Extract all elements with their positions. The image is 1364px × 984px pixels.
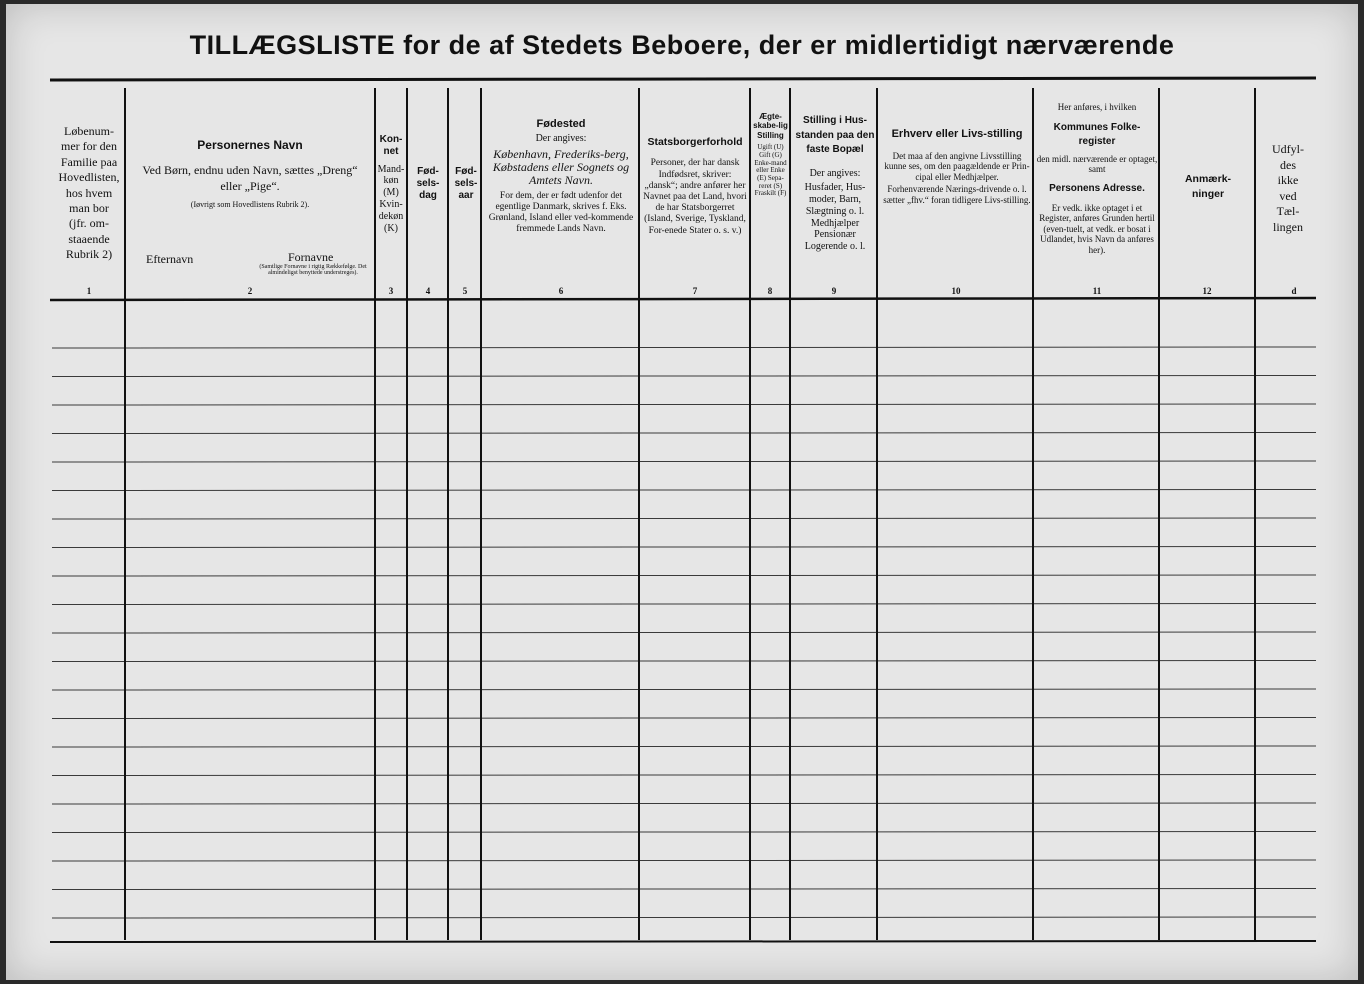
- col1-line: hos hvem: [65, 185, 113, 200]
- col11-heading2: Personens Adresse.: [1049, 182, 1145, 194]
- col6-text: For dem, der er født udenfor det egentlige Danmark, skrives f. Eks. Grønland, Island eller ved-kommende fremmede Lands Navn.: [488, 190, 634, 235]
- col4-number: 4: [425, 286, 431, 296]
- row-line: [52, 661, 1316, 662]
- col9-number: 9: [831, 286, 837, 296]
- col10-number: 10: [951, 286, 961, 296]
- row-line: [52, 547, 1316, 548]
- col11-heading: Kommunes Folke-register: [1053, 121, 1141, 148]
- col1-line: man bor: [69, 201, 109, 216]
- row-line: [52, 718, 1316, 719]
- top-rule: [50, 78, 1316, 80]
- col3-number: 3: [388, 286, 394, 296]
- row-line: [52, 832, 1316, 833]
- col4-heading: Fød-sels-dag: [416, 166, 440, 201]
- col13-line: des: [1280, 157, 1296, 172]
- col5-number: 5: [462, 286, 468, 296]
- col1-line: (jfr. om-: [69, 216, 109, 231]
- col7-heading: Statsborgerforhold: [647, 136, 743, 148]
- col8-header: [752, 112, 789, 198]
- col9-header: [794, 114, 876, 253]
- col11-pre: Her anføres, i hvilken: [1057, 102, 1137, 112]
- col2-fornavne-note: (Samtlige Fornavne i rigtig Rækkefølge. Det almindeligst benyttede understreges).: [259, 264, 367, 277]
- col10-text2: Forhenværende Nærings-drivende o. l. sætter „fhv.“ foran tidligere Livs-stilling.: [883, 184, 1031, 205]
- col13-line: Tæl-: [1276, 204, 1300, 218]
- col5-header: [451, 166, 481, 205]
- col12-header: [1176, 172, 1240, 206]
- col2-sub-efternavn: Efternavn: [146, 252, 194, 266]
- row-line: [52, 689, 1316, 690]
- row-line: [52, 917, 1316, 918]
- row-line: [52, 518, 1316, 519]
- col3-text: Mand-køn (M) Kvin-dekøn (K): [377, 163, 405, 234]
- page-title: TILLÆGSLISTE for de af Stedets Beboere, der er midlertidigt nærværende: [189, 30, 1175, 60]
- col10-text: Det maa af den angivne Livsstilling kunne ses, om den paagældende er Prin-cipal eller Medhjælper.: [884, 150, 1030, 182]
- col7-text: Personer, der har dansk Indfødsret, skriver: „dansk“; andre anfører her Navnet paa det Land, hvori de har Statsborgerret (Island, Sverige, Tyskland, For-enede Stater o. s. v.): [643, 158, 747, 236]
- row-line: [52, 775, 1316, 776]
- col13-line: Udfyl-: [1272, 142, 1304, 156]
- col10-header: [882, 126, 1032, 206]
- row-line: [52, 746, 1316, 747]
- col13-header: [1262, 142, 1314, 235]
- col13-line: ikke: [1277, 173, 1299, 187]
- col6-heading: Fødested: [536, 118, 586, 130]
- row-line: [52, 604, 1316, 605]
- col8-text: Ugift (U) Gift (G) Enke-mand eller Enke (E) Sepa-reret (S) Fraskilt (F): [754, 143, 787, 198]
- col1-line: Rubrik 2): [65, 247, 113, 262]
- row-line: [52, 490, 1316, 491]
- row-line: [52, 860, 1316, 861]
- col9-heading: Stilling i Hus-standen paa den faste Bopæl: [795, 115, 875, 155]
- col6-italic: København, Frederiks-berg, Købstadens eller Sognets og Amtets Navn.: [492, 146, 630, 187]
- col2-header: [132, 138, 368, 210]
- col3-heading: Kon-net: [379, 134, 403, 157]
- header-bottom-rule: [50, 298, 1316, 300]
- col1-line: Hovedlisten,: [58, 170, 120, 185]
- row-line: [52, 889, 1316, 890]
- row-line: [52, 575, 1316, 576]
- col7-number: 7: [692, 286, 698, 296]
- row-line: [52, 803, 1316, 804]
- col1-line: Familie paa: [60, 154, 118, 169]
- row-line: [52, 404, 1316, 405]
- col6-number: 6: [558, 286, 564, 296]
- col1-line: staaende: [68, 231, 110, 246]
- row-line: [52, 347, 1316, 348]
- col12-number: 12: [1202, 286, 1212, 296]
- row-line: [52, 632, 1316, 633]
- col8-number: 8: [767, 286, 773, 296]
- col7-header: [642, 136, 748, 237]
- col1-header: [52, 124, 126, 263]
- col3-header: [377, 134, 405, 234]
- col6-sub: Der angives:: [535, 132, 587, 144]
- col9-sub: Der angives:: [809, 167, 861, 179]
- col13-line: ved: [1279, 188, 1297, 203]
- col2-fornavne-label: Fornavne: [288, 250, 334, 264]
- col4-header: [410, 166, 446, 205]
- col2-heading: Personernes Navn: [197, 138, 303, 152]
- col9-text: Husfader, Hus-moder, Barn, Slægtning o. l. Medhjælper Pensionær Logerende o. l.: [804, 182, 866, 253]
- col11-text2: Er vedk. ikke optaget i et Register, anføres Grunden hertil (even-tuelt, at vedk. er bosat i Udlandet, hvis Navn da anføres her).: [1039, 202, 1155, 256]
- col13-line: lingen: [1273, 219, 1303, 234]
- col2-note: (Iøvrigt som Hovedlistens Rubrik 2).: [190, 200, 310, 210]
- col8-heading: Ægte-skabe-lig Stilling: [753, 112, 788, 140]
- col1-line: Løbenum-: [64, 124, 114, 138]
- bottom-rule: [50, 941, 1316, 942]
- col11-number: 11: [1092, 286, 1102, 296]
- col10-heading: Erhverv eller Livs-stilling: [891, 128, 1023, 140]
- col11-text: den midl. nærværende er optaget, samt: [1036, 153, 1158, 175]
- row-line: [52, 461, 1316, 462]
- row-line: [52, 376, 1316, 377]
- col1-line: mer for den: [61, 139, 117, 154]
- row-line: [52, 433, 1316, 434]
- col1-number: 1: [86, 286, 92, 296]
- col6-header: [486, 118, 636, 236]
- col2-text: Ved Børn, endnu uden Navn, sættes „Dreng“ eller „Pige“.: [142, 163, 358, 194]
- col11-header: [1036, 102, 1158, 256]
- col5-heading: Fød-sels-aar: [454, 166, 478, 201]
- col13-number: d: [1291, 286, 1297, 296]
- col12-heading: Anmærk-ninger: [1184, 173, 1232, 201]
- col2-number: 2: [247, 286, 253, 296]
